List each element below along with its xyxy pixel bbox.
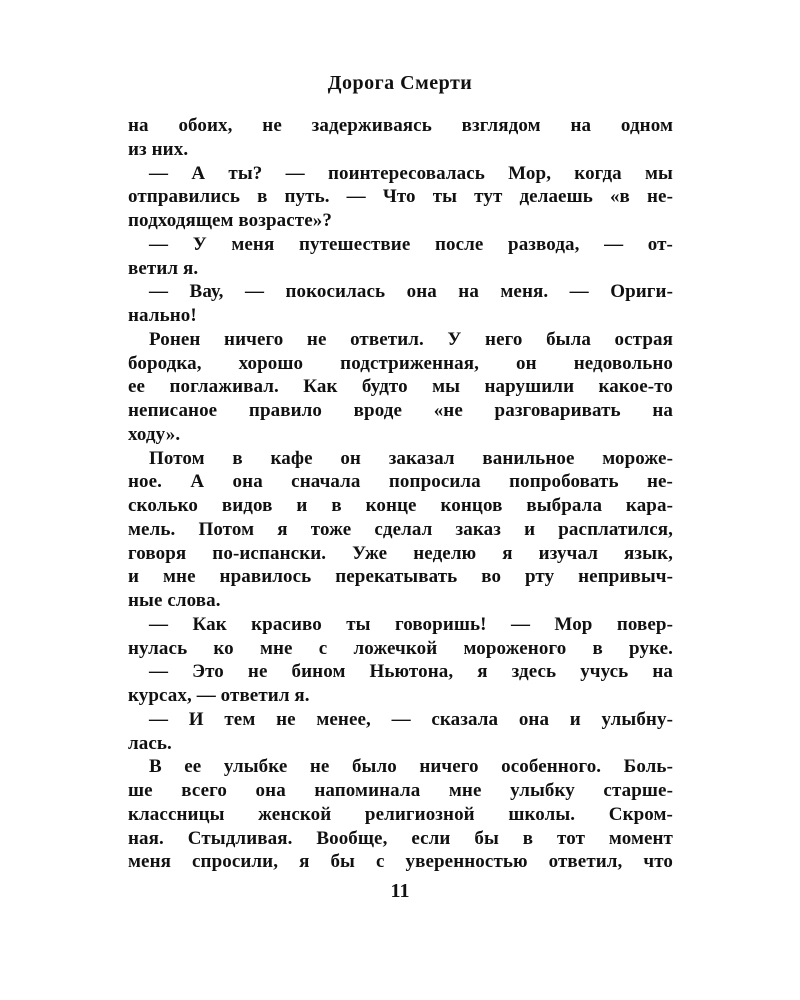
text-line: В ее улыбке не было ничего особенного. Боль-	[149, 756, 673, 778]
body-text	[128, 114, 673, 874]
text-line: подходящем возрасте»?	[128, 210, 332, 231]
text-line: ходу».	[128, 423, 181, 445]
text-line: Потом в кафе он заказал ванильное мороже-	[149, 447, 673, 469]
text-line: ветил я.	[128, 257, 199, 279]
text-line: — Как красиво ты говоришь! — Мор повер-	[149, 613, 673, 635]
text-line: курсах, — ответил я.	[128, 685, 310, 706]
text-line: — У меня путешествие после развода, — от-	[149, 233, 673, 255]
text-line: говоря по-испански. Уже неделю я изучал язык,	[128, 542, 673, 564]
text-line: сколько видов и в конце концов выбрала карa-	[128, 495, 673, 516]
text-line: нально!	[128, 305, 197, 326]
text-line: — И тем не менее, — сказала она и улыбну-	[149, 708, 673, 730]
text-line: бородка, хорошо подстриженная, он недовольно	[128, 352, 673, 374]
text-line: отправились в путь. — Что ты тут делаешь «в не-	[128, 186, 673, 208]
text-line: Ронен ничего не ответил. У него была острая	[149, 328, 673, 350]
text-line: ное. А она сначала попросила попробовать не-	[128, 471, 673, 493]
text-line: меня спросили, я бы с уверенностью ответил, что	[128, 851, 673, 873]
text-line: ше всего она напоминала мне улыбку старше-	[128, 780, 673, 801]
text-line: на обоих, не задерживаясь взглядом на одном	[128, 115, 673, 136]
running-head: Дорога Смерти	[327, 72, 473, 94]
text-line: — Вау, — покосилась она на меня. — Ориги-	[149, 281, 673, 303]
text-line: и мне нравилось перекатывать во рту непривыч-	[128, 566, 673, 588]
text-line: ные слова.	[128, 590, 221, 611]
text-line: нулась ко мне с ложечкой мороженого в руке.	[128, 637, 673, 659]
text-line: ее поглаживал. Как будто мы нарушили какое-то	[128, 376, 673, 398]
text-line: лась.	[128, 732, 172, 754]
text-line: ная. Стыдливая. Вообще, если бы в тот момент	[128, 827, 673, 849]
text-line: мель. Потом я тоже сделал заказ и расплатился,	[128, 518, 673, 540]
text-line: из них.	[128, 138, 189, 160]
text-line: классницы женской религиозной школы. Скром-	[128, 803, 673, 825]
text-line: — Это не бином Ньютона, я здесь учусь на	[149, 661, 673, 683]
text-line: неписаное правило вроде «не разговаривать на	[128, 400, 673, 421]
page-number: 11	[390, 880, 410, 902]
text-line: — А ты? — поинтересовалась Мор, когда мы	[149, 162, 673, 184]
